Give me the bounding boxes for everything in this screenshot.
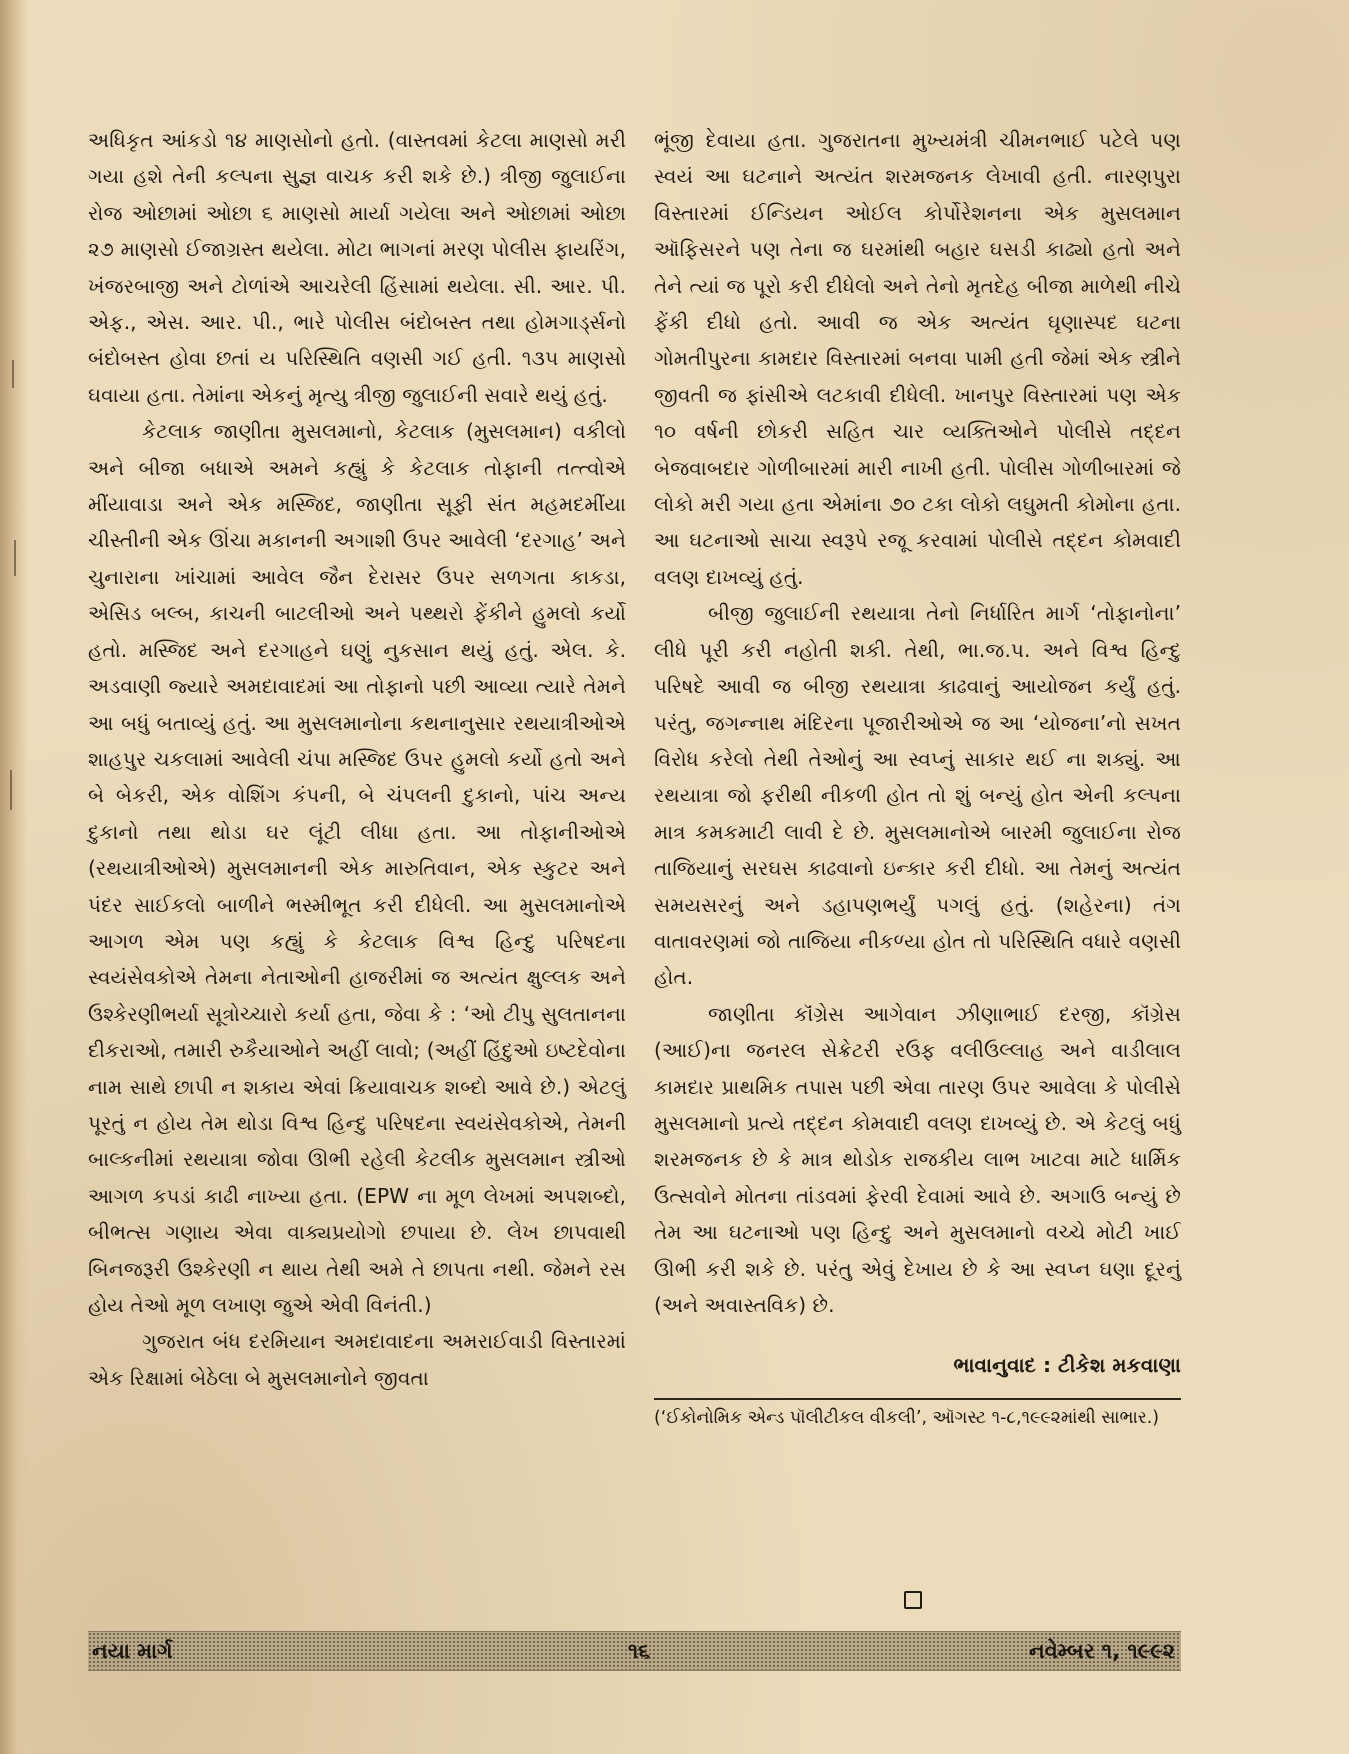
article-column-right: [654, 122, 1181, 1434]
paper-crease: [14, 540, 16, 576]
article-paragraph: બીજી જુલાઈની રથયાત્રા તેનો નિર્ધારિત માર્ગ ‘તોફાનોના’ લીધે પૂરી કરી નહોતી શકી. તેથી, ભા.જ.પ. અને વિશ્વ હિન્દુ પરિષદે આવી જ બીજી રથયાત્રા કાઢવાનું આયોજન કર્યું હતું. પરંતુ, જગન્નાથ મંદિરના પૂજારીઓએ જ આ ‘યોજના’નો સખત વિરોધ કરેલો તેથી તેઓનું આ સ્વપ્નું સાકાર થઈ ના શક્યું. આ રથયાત્રા જો ફરીથી નીકળી હોત તો શું બન્યું હોત એની કલ્પના માત્ર કમકમાટી લાવી દે છે. મુસલમાનોએ બારમી જુલાઈના રોજ તાજિયાનું સરઘસ કાઢવાનો ઇન્કાર કરી દીધો. આ તેમનું અત્યંત સમયસરનું અને ડહાપણભર્યું પગલું હતું. (શહેરના) તંગ વાતાવરણમાં જો તાજિયા નીકળ્યા હોત તો પરિસ્થિતિ વધારે વણસી હોત.: [654, 601, 1181, 990]
footer-issue-date: નવેમ્બર ૧, ૧૯૯૨: [1029, 1639, 1175, 1663]
article-paragraph: કેટલાક જાણીતા મુસલમાનો, કેટલાક (મુસલમાન) વકીલો અને બીજા બધાએ અમને કહ્યું કે કેટલાક તોફાની તત્ત્વોએ મીંયાવાડા અને એક મસ્જિદ, જાણીતા સૂફી સંત મહમદમીંયા ચીસ્તીની એક ઊંચા મકાનની અગાશી ઉપર આવેલી ‘દરગાહ’ અને ચુનારાના ખાંચામાં આવેલ જૈન દેરાસર ઉપર સળગતા કાકડા, એસિડ બલ્બ, કાચની બાટલીઓ અને પથ્થરો ફેંકીને હુમલો કર્યો હતો. મસ્જિદ અને દરગાહને ઘણું નુકસાન થયું હતું. એલ. કે. અડવાણી જ્યારે અમદાવાદમાં આ તોફાનો પછી આવ્યા ત્યારે તેમને આ બધું બતાવ્યું હતું. આ મુસલમાનોના કથનાનુસાર રથયાત્રીઓએ શાહપુર ચકલામાં આવેલી ચંપા મસ્જિદ ઉપર હુમલો કર્યો હતો અને બે બેકરી, એક વોશિંગ કંપની, બે ચંપલની દુકાનો, પાંચ અન્ય દુકાનો તથા થોડા ઘર લૂંટી લીધા હતા. આ તોફાનીઓએ (રથયાત્રીઓએ) મુસલમાનની એક મારુતિવાન, એક સ્કુટર અને પંદર સાઈકલો બાળીને ભસ્મીભૂત કરી દીધેલી. આ મુસલમાનોએ આગળ એમ પણ કહ્યું કે કેટલાક વિશ્વ હિન્દુ પરિષદના સ્વયંસેવકોએ તેમના નેતાઓની હાજરીમાં જ અત્યંત ક્ષુલ્લક અને ઉશ્કેરણીભર્યા સૂત્રોચ્ચારો કર્યા હતા, જેવા કે : ‘ઓ ટીપુ સુલતાનના દીકરાઓ, તમારી રુકૈયાઓને અહીં લાવો; (અહીં હિંદુઓ ઇષ્ટદેવોના નામ સાથે છાપી ન શકાય એવાં ક્રિયાવાચક શબ્દો આવે છે.) એટલું પૂરતું ન હોય તેમ થોડા વિશ્વ હિન્દુ પરિષદના સ્વયંસેવકોએ, તેમની બાલ્કનીમાં રથયાત્રા જોવા ઊભી રહેલી કેટલીક મુસલમાન સ્ત્રીઓ આગળ કપડાં કાઢી નાખ્યા હતા. (EPW ના મૂળ લેખમાં અપશબ્દો, બીભત્સ ગણાય એવા વાક્યપ્રયોગો છપાયા છે. લેખ છાપવાથી બિનજરૂરી ઉશ્કેરણી ન થાય તેથી અમે તે છાપતા નથી. જેમને રસ હોય તેઓ મૂળ લખાણ જુએ એવી વિનંતી.): [88, 419, 626, 1317]
page-edge-shadow: [0, 0, 28, 1754]
article-paragraph: ભૂંજી દેવાયા હતા. ગુજરાતના મુખ્યમંત્રી ચીમનભાઈ પટેલે પણ સ્વયં આ ઘટનાને અત્યંત શરમજનક લેખાવી હતી. નારણપુરા વિસ્તારમાં ઈન્ડિયન ઓઈલ કોર્પોરેશનના એક મુસલમાન ઑફિસરને પણ તેના જ ઘરમાંથી બહાર ઘસડી કાઢ્યો હતો અને તેને ત્યાં જ પૂરો કરી દીધેલો અને તેનો મૃતદેહ બીજા માળેથી નીચે ફેંકી દીધો હતો. આવી જ એક અત્યંત ઘૃણાસ્પદ ઘટના ગોમતીપુરના કામદાર વિસ્તારમાં બનવા પામી હતી જેમાં એક સ્ત્રીને જીવતી જ ફાંસીએ લટકાવી દીધેલી. ખાનપુર વિસ્તારમાં પણ એક ૧૦ વર્ષની છોકરી સહિત ચાર વ્યક્તિઓને પોલીસે તદ્દન બેજવાબદાર ગોળીબારમાં મારી નાખી હતી. પોલીસ ગોળીબારમાં જે લોકો મરી ગયા હતા એમાંના ૭૦ ટકા લોકો લઘુમતી કોમોના હતા. આ ઘટનાઓ સાચા સ્વરૂપે રજૂ કરવામાં પોલીસે તદ્દન કોમવાદી વલણ દાખવ્યું હતું.: [654, 128, 1181, 589]
source-divider: [654, 1398, 1181, 1400]
translator-credit: ભાવાનુવાદ : ટીકેશ મકવાણા: [953, 1353, 1181, 1378]
article-paragraph: અધિકૃત આંકડો ૧૪ માણસોનો હતો. (વાસ્તવમાં કેટલા માણસો મરી ગયા હશે તેની કલ્પના સુજ્ઞ વાચક કરી શકે છે.) ત્રીજી જુલાઈના રોજ ઓછામાં ઓછા ૬ માણસો માર્યા ગયેલા અને ઓછામાં ઓછા ૨૭ માણસો ઈજાગ્રસ્ત થયેલા. મોટા ભાગનાં મરણ પોલીસ ફાયરિંગ, ખંજરબાજી અને ટોળાંએ આચરેલી હિંસામાં થયેલા. સી. આર. પી. એફ., એસ. આર. પી., ભારે પોલીસ બંદોબસ્ત તથા હોમગાર્ડ્સનો બંદોબસ્ત હોવા છતાં ય પરિસ્થિતિ વણસી ગઈ હતી. ૧૩૫ માણસો ઘવાયા હતા. તેમાંના એકનું મૃત્યુ ત્રીજી જુલાઈની સવારે થયું હતું.: [88, 128, 626, 407]
paper-crease: [10, 770, 12, 810]
article-end-square-icon: [904, 1591, 922, 1609]
article-paragraph: જાણીતા કૉંગ્રેસ આગેવાન ઝીણાભાઈ દરજી, કૉંગ્રેસ (આઈ)ના જનરલ સેક્રેટરી રઉફ વલીઉલ્લાહ અને વાડીલાલ કામદાર પ્રાથમિક તપાસ પછી એવા તારણ ઉપર આવેલા કે પોલીસે મુસલમાનો પ્રત્યે તદ્દન કોમવાદી વલણ દાખવ્યું છે. એ કેટલું બધું શરમજનક છે કે માત્ર થોડોક રાજકીય લાભ ખાટવા માટે ધાર્મિક ઉત્સવોને મોતના તાંડવમાં ફેરવી દેવામાં આવે છે. અગાઉ બન્યું છે તેમ આ ઘટનાઓ પણ હિન્દુ અને મુસલમાનો વચ્ચે મોટી ખાઈ ઊભી કરી શકે છે. પરંતુ એવું દેખાય છે કે આ સ્વપ્ન ઘણા દૂરનું (અને અવાસ્તવિક) છે.: [654, 1001, 1181, 1317]
footer-page-number: ૧૬: [628, 1639, 651, 1663]
footer-publication-name: નયા માર્ગ: [92, 1639, 173, 1663]
paper-crease: [12, 360, 14, 388]
page-footer: [88, 1631, 1181, 1671]
source-note: (‘ઈકોનોમિક એન્ડ પૉલીટીકલ વીકલી’, ઑગસ્ટ ૧-૮,૧૯૯૨માંથી સાભાર.): [654, 1407, 1160, 1428]
article-paragraph: ગુજરાત બંધ દરમિયાન અમદાવાદના અમરાઈવાડી વિસ્તારમાં એક રિક્ષામાં બેઠેલા બે મુસલમાનોને જીવતા: [88, 1329, 626, 1390]
article-column-left: [88, 122, 626, 1396]
